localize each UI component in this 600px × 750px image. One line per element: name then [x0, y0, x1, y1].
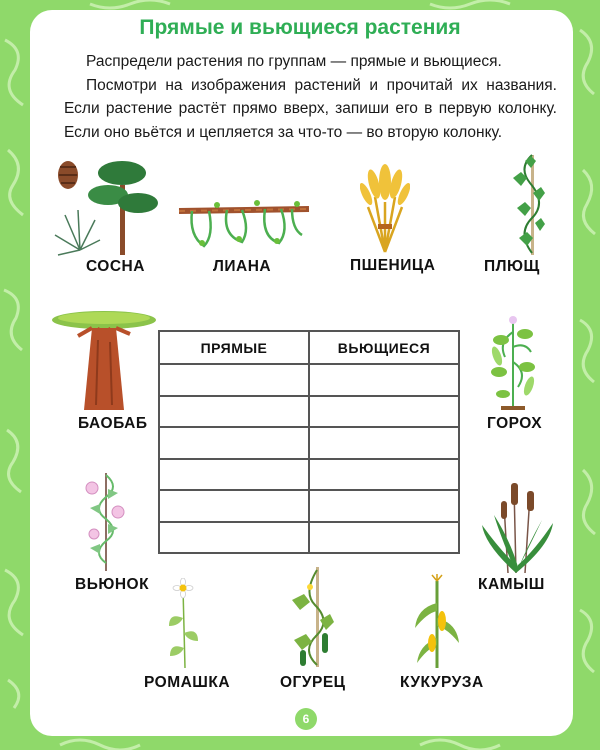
- instruction-line: Распредели растения по группам — прямые и вьющиеся.: [86, 53, 502, 70]
- answer-cell[interactable]: [309, 364, 459, 395]
- page-number: 6: [295, 708, 317, 730]
- table-row: [159, 459, 459, 490]
- answer-cell[interactable]: [159, 396, 309, 427]
- answer-table: [158, 330, 460, 554]
- liana-image: [177, 195, 312, 255]
- plant-label-baobab: БАОБАБ: [78, 415, 148, 432]
- answer-cell[interactable]: [309, 396, 459, 427]
- answer-cell[interactable]: [159, 459, 309, 490]
- answer-cell[interactable]: [159, 427, 309, 458]
- answer-cell[interactable]: [309, 490, 459, 521]
- column-header-climbing: ВЬЮЩИЕСЯ: [309, 331, 459, 364]
- page-title: Прямые и вьющиеся растения: [139, 16, 461, 39]
- instruction-line: Посмотри на изображения растений и прочитай их названия. Если растение растёт прямо вверх, запиши его в первую колонку. Если оно вьётся и цепляется за что-то — во вторую колонку.: [64, 76, 557, 141]
- plant-label-kukuruza: КУКУРУЗА: [400, 674, 484, 691]
- answer-cell[interactable]: [309, 427, 459, 458]
- cucumber-image: [282, 565, 334, 670]
- plant-label-sosna: СОСНА: [86, 258, 145, 275]
- wheat-image: [360, 162, 410, 254]
- plant-label-romashka: РОМАШКА: [144, 674, 231, 691]
- instructions: [64, 50, 557, 144]
- plant-label-liana: ЛИАНА: [213, 258, 272, 275]
- table-header-row: [159, 331, 459, 364]
- table-row: [159, 396, 459, 427]
- plant-label-kamysh: КАМЫШ: [478, 576, 545, 593]
- pine-image: [50, 155, 160, 260]
- table-row: [159, 522, 459, 553]
- reed-image: [480, 475, 555, 575]
- baobab-image: [50, 310, 158, 412]
- plant-label-gorokh: ГОРОХ: [487, 415, 543, 432]
- ivy-image: [495, 153, 545, 258]
- table-row: [159, 490, 459, 521]
- corn-image: [415, 573, 460, 670]
- plant-label-vyunok: ВЬЮНОК: [75, 576, 150, 593]
- plant-label-plyushch: ПЛЮЩ: [484, 258, 540, 275]
- answer-cell[interactable]: [159, 364, 309, 395]
- answer-cell[interactable]: [159, 490, 309, 521]
- plant-label-pshenitsa: ПШЕНИЦА: [350, 257, 436, 274]
- answer-cell[interactable]: [309, 522, 459, 553]
- bindweed-image: [78, 468, 130, 573]
- answer-cell[interactable]: [309, 459, 459, 490]
- answer-cell[interactable]: [159, 522, 309, 553]
- pea-image: [483, 312, 543, 412]
- column-header-straight: ПРЯМЫЕ: [159, 331, 309, 364]
- table-row: [159, 364, 459, 395]
- chamomile-image: [165, 578, 205, 670]
- table-row: [159, 427, 459, 458]
- plant-label-ogurets: ОГУРЕЦ: [280, 674, 346, 691]
